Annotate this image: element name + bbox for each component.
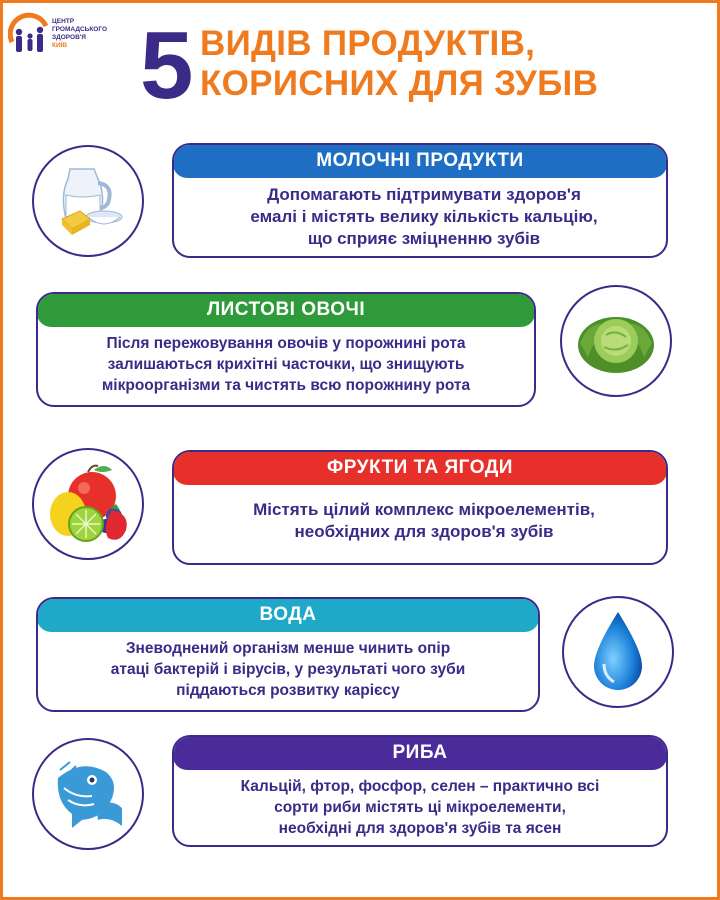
- section-line: необхідних для здоров'я зубів: [294, 522, 554, 541]
- title-number: 5: [140, 12, 194, 119]
- fruits-icon: [42, 458, 134, 550]
- section-text-vegetables: [38, 327, 534, 396]
- dairy-icon-circle: [32, 145, 144, 257]
- fruits-icon-circle: [32, 448, 144, 560]
- section-line: емалі і містять велику кількість кальцію,: [250, 207, 598, 226]
- section-text-fruits: [174, 485, 666, 543]
- section-line: необхідні для здоров'я зубів та ясен: [278, 820, 562, 837]
- page-title: [200, 24, 598, 104]
- section-line: Зневоднений організм менше чинить опір: [125, 640, 451, 657]
- logo-city: КИЇВ: [52, 42, 68, 49]
- section-text-water: [38, 632, 538, 701]
- title-line-2: КОРИСНИХ ДЛЯ ЗУБІВ: [200, 64, 599, 103]
- section-line: залишаються крихітні часточки, що знищують: [107, 356, 465, 373]
- section-line: Після пережовування овочів у порожнині рота: [106, 335, 466, 352]
- section-card-dairy: [172, 143, 668, 258]
- section-card-fish: [172, 735, 668, 847]
- section-card-vegetables: [36, 292, 536, 407]
- section-line: сорти риби містять ці мікроелементи,: [274, 799, 566, 816]
- vegetables-icon-circle: [560, 285, 672, 397]
- section-title-fruits: ФРУКТИ ТА ЯГОДИ: [173, 451, 667, 485]
- fish-icon-circle: [32, 738, 144, 850]
- water-icon-circle: [562, 596, 674, 708]
- section-title-dairy: МОЛОЧНІ ПРОДУКТИ: [173, 144, 667, 178]
- logo-line-3: ЗДОРОВ'Я: [52, 34, 86, 41]
- section-text-fish: [174, 770, 666, 839]
- logo-line-1: ЦЕНТР: [52, 18, 75, 25]
- section-line: Кальцій, фтор, фосфор, селен – практично всі: [240, 778, 600, 795]
- section-title-vegetables: ЛИСТОВІ ОВОЧІ: [37, 293, 535, 327]
- section-line: що сприяє зміцненню зубів: [307, 229, 541, 248]
- section-line: Допомагають підтримувати здоров'я: [267, 185, 581, 204]
- section-title-water: ВОДА: [37, 598, 539, 632]
- section-title-fish: РИБА: [173, 736, 667, 770]
- section-card-water: [36, 597, 540, 712]
- section-line: Містять цілий комплекс мікроелементів,: [253, 500, 595, 519]
- section-text-dairy: [174, 178, 666, 250]
- family-icon: [8, 12, 50, 60]
- section-line: піддаються розвитку карієсу: [176, 682, 400, 699]
- cabbage-icon: [570, 295, 662, 387]
- title-line-1: ВИДІВ ПРОДУКТІВ,: [200, 24, 536, 63]
- logo-line-2: ГРОМАДСЬКОГО: [52, 26, 108, 33]
- section-card-fruits: [172, 450, 668, 565]
- fish-icon: [42, 748, 134, 840]
- section-line: атаці бактерій і вірусів, у результаті чого зуби: [110, 661, 466, 678]
- water-drop-icon: [572, 606, 664, 698]
- milk-jug-icon: [42, 155, 134, 247]
- logo: [8, 12, 128, 64]
- section-line: мікроорганізми та чистять всю порожнину рота: [101, 377, 471, 394]
